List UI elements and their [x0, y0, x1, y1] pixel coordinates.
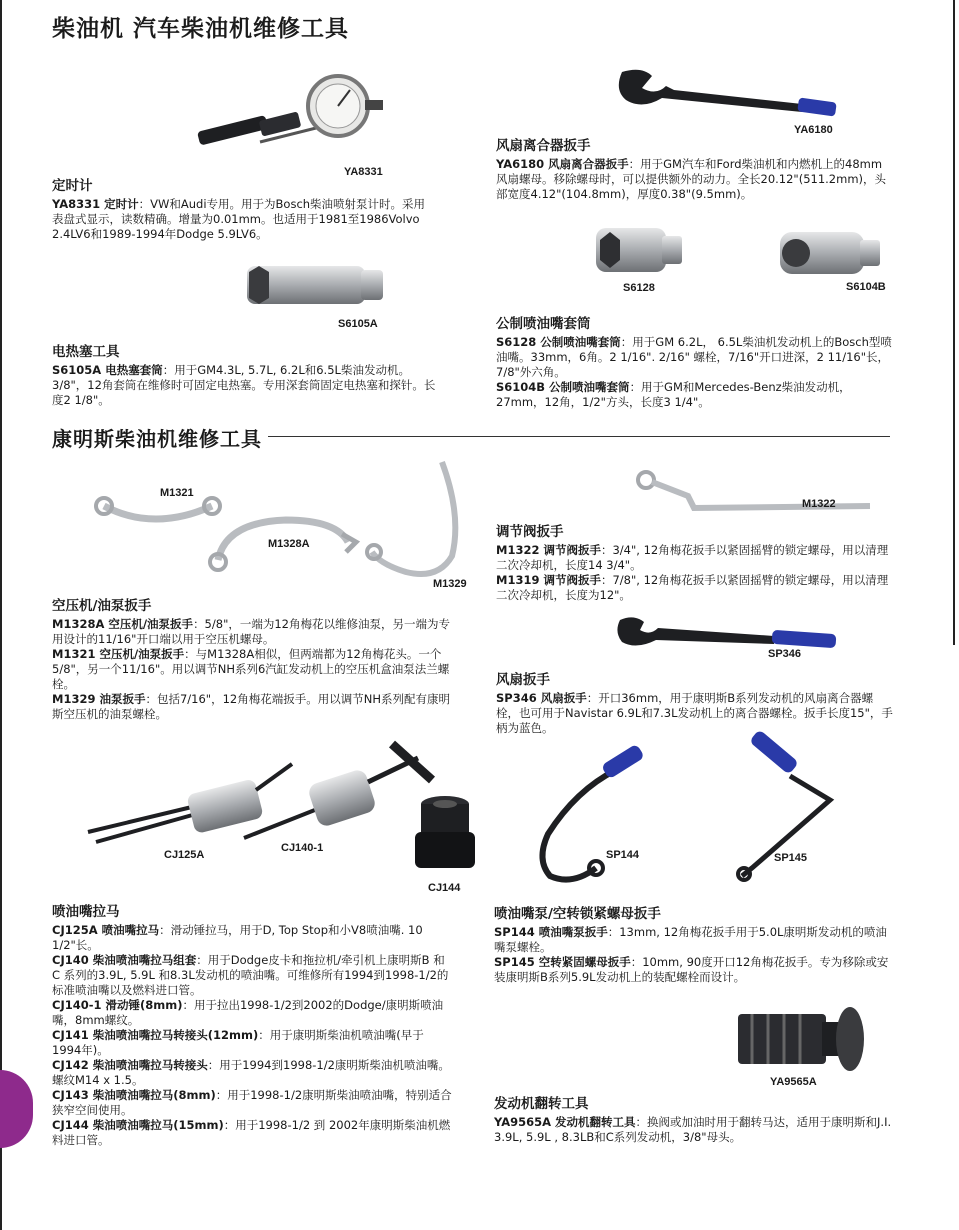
heading-engine-turning-tool: 发动机翻转工具: [494, 1096, 589, 1112]
block-compressor-pump-wrench: [52, 596, 460, 722]
puller-cj140-1-image: [240, 742, 436, 846]
block-injector-socket: [496, 314, 896, 410]
heading-injector-puller: 喷油嘴拉马: [52, 904, 120, 920]
item-cj140-1: CJ140-1 滑动锤(8mm)：用于拉出1998-1/2到2002的Dodge/康明斯喷油嘴，8mm螺纹。: [52, 998, 444, 1027]
item-sp145: SP145 空转紧固螺母扳手：10mm, 90度开口12角梅花扳手。专为移除或安装康明斯B系列5.9L发动机上的装配螺栓而设计。: [494, 955, 889, 984]
heading-injector-socket: 公制喷油嘴套筒: [496, 316, 591, 332]
heading-valve-wrench: 调节阀扳手: [496, 524, 564, 540]
engine-turning-tool-image: [734, 1004, 868, 1074]
wrench-sp144-image: [536, 750, 650, 886]
item-m1322: M1322 调节阀扳手：3/4", 12角梅花扳手以紧固摇臂的锁定螺母，用以清理二次冷却机，长度14 3/4"。: [496, 543, 889, 572]
item-ya6180: YA6180 风扇离合器扳手：用于GM汽车和Ford柴油机和内燃机上的48mm风扇螺母。移除螺母时，可以提供额外的动力。全长20.12"(511.2mm)，头部宽度4.12"(104.8mm)，厚度0.38"(9.5mm)。: [496, 157, 887, 201]
block-injector-pump-wrench: [494, 904, 894, 985]
image-label-m1329: M1329: [433, 578, 467, 590]
timing-gauge-image: [190, 72, 400, 162]
wrench-m1322-image: [634, 468, 874, 518]
image-label-ya9565a: YA9565A: [770, 1076, 817, 1088]
item-m1319: M1319 调节阀扳手：7/8", 12角梅花扳手以紧固摇臂的锁定螺母，用以清理二次冷却机，长度为12"。: [496, 573, 889, 602]
glow-plug-socket-image: [243, 262, 388, 310]
image-label-cj140-1: CJ140-1: [281, 842, 324, 854]
item-cj142: CJ142 柴油喷油嘴拉马转接头：用于1994到1998-1/2康明斯柴油机喷油嘴。螺纹M14 x 1.5。: [52, 1058, 450, 1087]
heading-fan-wrench: 风扇扳手: [496, 672, 550, 688]
image-label-ya6180: YA6180: [794, 124, 833, 136]
item-cj125a: CJ125A 喷油嘴拉马：滑动锤拉马，用于D, Top Stop和小V8喷油嘴. 10 1/2"长。: [52, 923, 423, 952]
item-s6104b: S6104B 公制喷油嘴套筒：用于GM和Mercedes-Benz柴油发动机，27mm，12角，1/2"方头，长度3 1/4"。: [496, 380, 851, 409]
item-sp346: SP346 风扇扳手：开口36mm，用于康明斯B系列发动机的风扇离合器螺栓，也可用于Navistar 6.9L和7.3L发动机上的离合器螺栓。扳手长度15"，手柄为蓝色。: [496, 691, 893, 735]
fan-clutch-wrench-image: [612, 66, 842, 126]
wrench-m1321-image: [94, 492, 224, 540]
item-m1329: M1329 油泵扳手：包括7/16"，12角梅花端扳手。用以调节NH系列配有康明斯空压机的油泵螺栓。: [52, 692, 450, 721]
item-sp144: SP144 喷油嘴泵扳手：13mm, 12角梅花扳手用于5.0L康明斯发动机的喷油嘴泵螺栓。: [494, 925, 887, 954]
page-title: 柴油机 汽车柴油机维修工具: [52, 16, 350, 42]
image-label-ya8331: YA8331: [344, 166, 383, 178]
item-cj144: CJ144 柴油喷油嘴拉马(15mm)：用于1998-1/2 到 2002年康明斯柴油机燃料进口管。: [52, 1118, 451, 1147]
block-fan-clutch-wrench: [496, 136, 888, 202]
item-cj141: CJ141 柴油喷油嘴拉马转接头(12mm)：用于康明斯柴油机喷油嘴(早于1994年)。: [52, 1028, 424, 1057]
block-valve-wrench: [496, 522, 890, 603]
page-right-border: [953, 0, 955, 645]
block-engine-turning-tool: [494, 1094, 894, 1145]
block-fan-wrench: [496, 670, 896, 736]
heading-fan-clutch-wrench: 风扇离合器扳手: [496, 138, 591, 154]
item-cj140: CJ140 柴油喷油嘴拉马组套：用于Dodge皮卡和拖拉机/牵引机上康明斯B 和C 系列的3.9L, 5.9L 和8.3L发动机的喷油嘴。可维修所有1994到1998-1/2的标准喷油嘴以及燃料进口管。: [52, 953, 449, 997]
item-cj143: CJ143 柴油喷油嘴拉马(8mm)：用于1998-1/2康明斯柴油喷油嘴，特别适合狭窄空间使用。: [52, 1088, 452, 1117]
chapter-tab: [0, 1070, 33, 1148]
image-label-cj144: CJ144: [428, 882, 461, 894]
item-m1328a: M1328A 空压机/油泵扳手：5/8"，一端为12角梅花以维修油泵，另一端为专用设计的11/16"开口端以用于空压机螺母。: [52, 617, 450, 646]
adapter-cj144-image: [412, 794, 478, 876]
image-label-s6105a: S6105A: [338, 318, 378, 330]
item-s6128: S6128 公制喷油嘴套筒：用于GM 6.2L， 6.5L柴油机发动机上的Bosch型喷油嘴。33mm，6角。2 1/16". 2/16" 螺栓，7/16"开口进深，2 11/16"长，7/8"外六角。: [496, 335, 892, 379]
image-label-s6128: S6128: [623, 282, 655, 294]
image-label-m1328a: M1328A: [268, 538, 310, 550]
block-injector-puller: [52, 902, 452, 1148]
image-label-cj125a: CJ125A: [164, 849, 205, 861]
section-title-cummins: 康明斯柴油机维修工具: [52, 423, 268, 452]
block-timing-gauge: [52, 176, 430, 242]
heading-compressor-pump-wrench: 空压机/油泵扳手: [52, 598, 152, 614]
wrench-m1329-image: [366, 456, 466, 580]
block-glow-plug-tool: [52, 342, 442, 408]
heading-timing-gauge: 定时计: [52, 178, 93, 194]
wrench-sp346-image: [614, 612, 844, 652]
image-label-m1322: M1322: [802, 498, 836, 510]
image-label-sp145: SP145: [774, 852, 808, 864]
page-left-border: [0, 0, 2, 1230]
image-label-sp346: SP346: [768, 648, 802, 660]
item-m1321: M1321 空压机/油泵扳手：与M1328A相似，但两端都为12角梅花头。一个5/8"，另一个11/16"。用以调节NH系列6汽缸发动机上的空压机盒油泵法兰螺栓。: [52, 647, 450, 691]
item-s6105a: S6105A 电热塞套筒：用于GM4.3L, 5.7L, 6.2L和6.5L柴油发动机。3/8"，12角套筒在维修时可固定电热塞。专用深套筒固定电热塞和探针。长度2 1/8"。: [52, 363, 436, 407]
item-ya8331: YA8331 定时计：VW和Audi专用。用于为Bosch柴油喷射泵计时。采用表盘式显示，读数精确。增量为0.01mm。也适用于1981至1986Volvo 2.4LV6和1989-1994年Dodge 5.9LV6。: [52, 197, 426, 241]
socket-s6104b-image: [776, 228, 884, 278]
image-label-m1321: M1321: [160, 487, 194, 499]
item-ya9565a: YA9565A 发动机翻转工具：换阀或加油时用于翻转马达，适用于康明斯和J.I. 3.9L, 5.9L , 8.3LB和C系列发动机，3/8"母头。: [494, 1115, 892, 1144]
image-label-s6104b: S6104B: [846, 281, 886, 293]
heading-glow-plug-tool: 电热塞工具: [52, 344, 120, 360]
heading-injector-pump-wrench: 喷油嘴泵/空转锁紧螺母扳手: [494, 906, 661, 922]
socket-s6128-image: [592, 224, 687, 276]
image-label-sp144: SP144: [606, 849, 640, 861]
